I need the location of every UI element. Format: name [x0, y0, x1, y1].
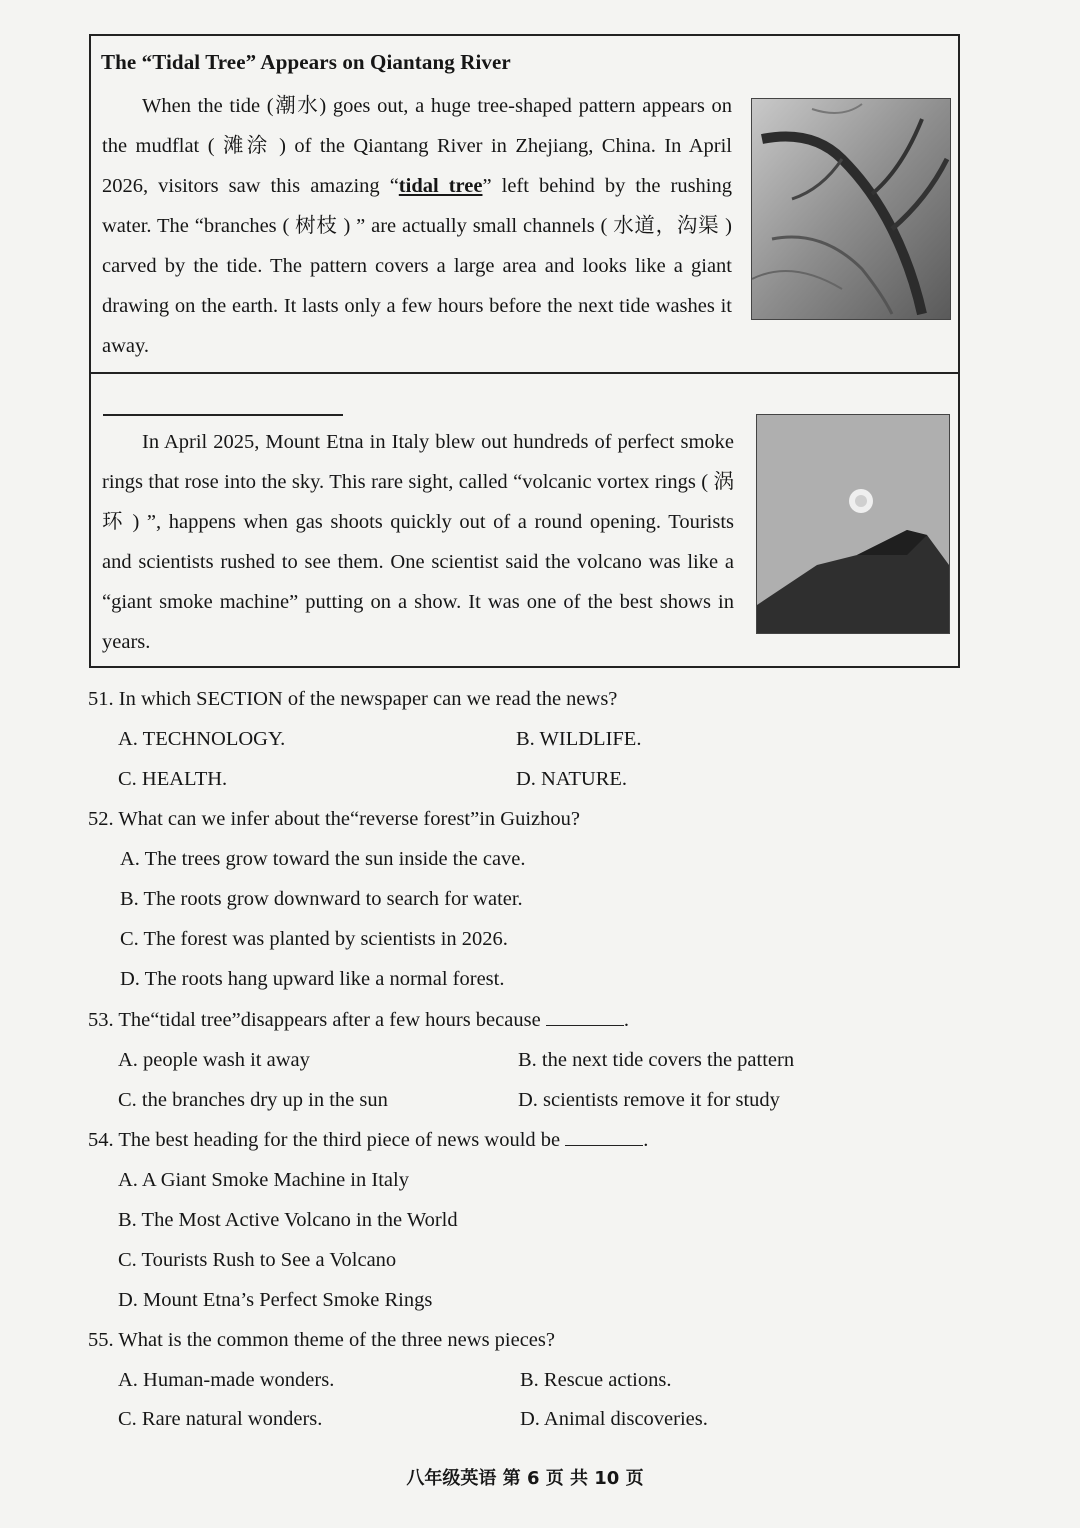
answer-blank	[546, 1011, 624, 1026]
option-53-a: A. people wash it away	[118, 1049, 310, 1071]
option-55-d: D. Animal discoveries.	[520, 1408, 708, 1430]
news-box	[89, 34, 960, 668]
question-52: 52. What can we infer about the“reverse forest”in Guizhou?	[88, 808, 580, 830]
option-55-a: A. Human-made wonders.	[118, 1369, 335, 1391]
option-51-b: B. WILDLIFE.	[516, 728, 642, 750]
news-title: The “Tidal Tree” Appears on Qiantang River	[101, 50, 511, 74]
question-53-text: 53. The“tidal tree”disappears after a few hours because	[88, 1009, 541, 1031]
option-53-b: B. the next tide covers the pattern	[518, 1049, 795, 1071]
option-53-d: D. scientists remove it for study	[518, 1089, 780, 1111]
news-divider	[91, 372, 958, 374]
option-54-c: C. Tourists Rush to See a Volcano	[118, 1249, 397, 1271]
question-55: 55. What is the common theme of the three news pieces?	[88, 1329, 555, 1351]
option-54-a: A. A Giant Smoke Machine in Italy	[118, 1169, 409, 1191]
question-54-text: 54. The best heading for the third piece of news would be	[88, 1129, 561, 1151]
paragraph-text: When the tide (潮水) goes out, a huge tree-shaped pattern appears on the mudflat ( 滩涂 ) of the Qiantang River in Zhejiang, China. In April 2026, visitors saw this amazing “	[102, 95, 732, 197]
option-51-c: C. HEALTH.	[118, 768, 228, 790]
news-paragraph-etna	[102, 422, 734, 662]
tidal-tree-photo	[751, 98, 951, 320]
option-52-c: C. The forest was planted by scientists in 2026.	[120, 928, 508, 950]
question-53: 53. The“tidal tree”disappears after a few hours because .	[88, 1009, 629, 1031]
option-55-c: C. Rare natural wonders.	[118, 1408, 323, 1430]
paragraph-text: In April 2025, Mount Etna in Italy blew out hundreds of perfect smoke rings that rose into the sky. This rare sight, called “volcanic vortex rings ( 涡环 ) ”, happens when gas shoots quickly out of a round opening. Tourists and scientists rushed to see them. One scientist said the volcano was like a “giant smoke machine” putting on a show. It was one of the best shows in years.	[102, 431, 734, 653]
news-paragraph-tidal-tree	[102, 86, 732, 366]
option-52-b: B. The roots grow downward to search for water.	[120, 888, 523, 910]
option-52-a: A. The trees grow toward the sun inside the cave.	[120, 848, 526, 870]
option-53-c: C. the branches dry up in the sun	[118, 1089, 388, 1111]
option-54-d: D. Mount Etna’s Perfect Smoke Rings	[118, 1289, 433, 1311]
question-51: 51. In which SECTION of the newspaper can we read the news?	[88, 688, 618, 710]
option-52-d: D. The roots hang upward like a normal forest.	[120, 968, 505, 990]
option-51-a: A. TECHNOLOGY.	[118, 728, 286, 750]
page-footer: 八年级英语 第 6 页 共 10 页	[406, 1468, 644, 1489]
missing-heading-blank	[103, 414, 343, 416]
option-51-d: D. NATURE.	[516, 768, 628, 790]
tidal-tree-highlight: tidal tree	[398, 175, 483, 197]
question-54: 54. The best heading for the third piece of news would be .	[88, 1129, 649, 1151]
volcano-photo	[756, 414, 950, 634]
answer-blank	[565, 1131, 643, 1146]
option-54-b: B. The Most Active Volcano in the World	[118, 1209, 458, 1231]
option-55-b: B. Rescue actions.	[520, 1369, 672, 1391]
paragraph-text: ” left behind by the rushing water. The “branches ( 树枝 ) ” are actually small channels ( 水道，沟渠 ) carved by the tide. The pattern covers a large area and looks like a giant drawing on the earth. It lasts only a few hours before the next tide washes it away.	[102, 175, 733, 357]
